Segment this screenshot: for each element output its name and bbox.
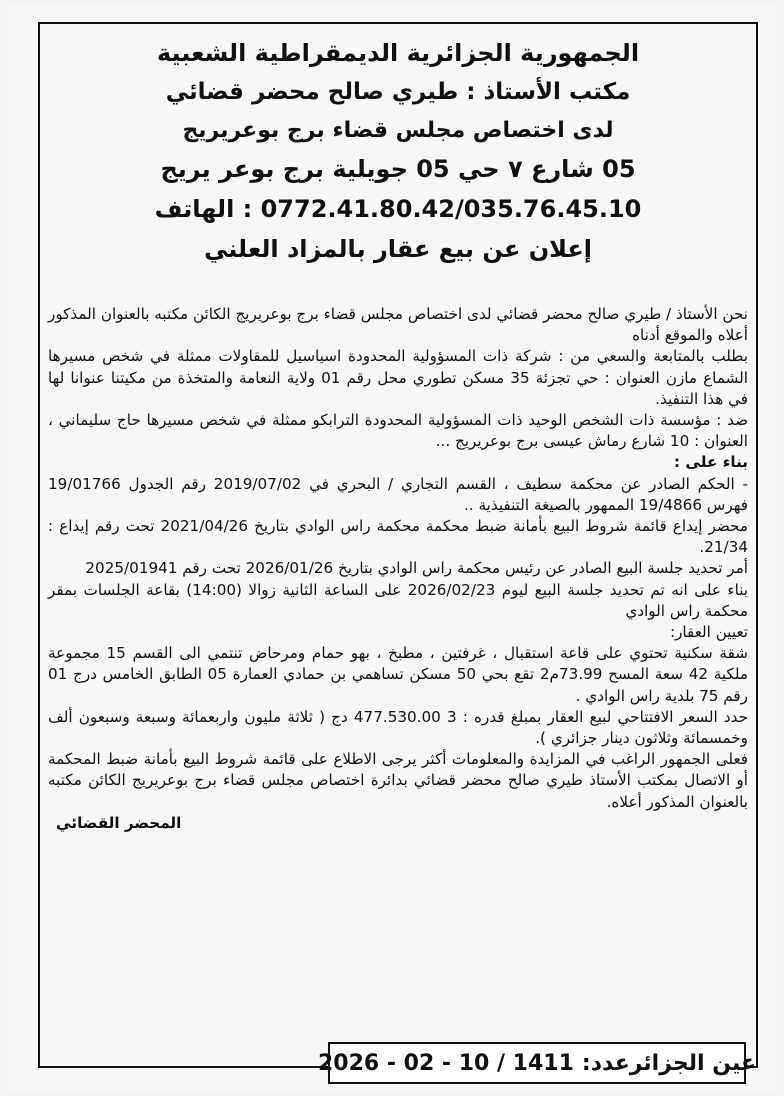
public-notice-paragraph: فعلى الجمهور الراغب في المزايدة والمعلومات أكثر يرجى الاطلاع على قائمة شروط البيع بأمانة ضبط المحكمة أو الاتصال بمكتب الأستاذ طيري صالح محضر قضائي بدائرة اختصاص مجلس قضاء برج بوعريريج الكائن مكتبه بالعنوان المذكور أعلاه. [48,750,748,811]
bailiff-signature: المحضر القضائي [56,813,182,832]
notice-title: إعلان عن بيع عقار بالمزاد العلني [203,235,593,264]
republic-title: الجمهورية الجزائرية الديمقراطية الشعبية [156,39,640,67]
deposit-paragraph: محضر إيداع قائمة شروط البيع بأمانة ضبط محكمة محكمة راس الوادي بتاريخ 2021/04/26 تحت رقم إيداع : 21/34. [48,517,748,557]
issue-footer [317,1042,757,1084]
property-heading: تعيين العقار: [669,623,748,642]
issue-label: عين الجزائرعدد: [581,1050,757,1076]
issue-number: 2026 - 02 - 10 / 1411 [317,1050,574,1076]
notice-body [48,304,748,834]
judgment-paragraph: - الحكم الصادر عن محكمة سطيف ، القسم التجاري / البحري في 2019/07/02 رقم الجدول 19/01766 فهرس 19/4866 الممهور بالصيغة التنفيذية .. [48,474,748,514]
based-on-heading: بناء على : [674,453,748,472]
jurisdiction-line: لدى اختصاص مجلس قضاء برج بوعريريج [182,117,614,143]
office-name: مكتب الأستاذ : طيري صالح محضر قضائي [165,79,631,105]
property-paragraph: شقة سكنية تحتوي على قاعة استقبال ، غرفتين ، مطبخ ، بهو حمام ومرحاض تنتمي الى القسم 15 مجموعة ملكية 42 سعة المسح 73.99م2 تقع بحي 50 مسكن تساهمي بن حمادي العمارة 05 الطابق الخامس درج 01 رقم 75 بلدية راس الوادي . [48,644,748,705]
office-phone: 0772.41.80.42/035.76.45.10 : الهاتف [154,195,642,224]
order-paragraph: أمر تحديد جلسة البيع الصادر عن رئيس محكمة راس الوادي بتاريخ 2026/01/26 تحت رقم 2025/01941 [85,559,748,578]
notice-frame [38,22,758,1068]
session-paragraph: بناء على انه تم تحديد جلسة البيع ليوم 2026/02/23 على الساعة الثانية زوالا (14:00) بقاعة الجلسات بمقر محكمة راس الوادي [48,580,749,620]
against-paragraph: ضد : مؤسسة ذات الشخص الوحيد ذات المسؤولية المحدودة الترابكو ممثلة في شخص مسيرها حاج سليماني ، العنوان : 10 شارع رماش عيسى برج بوعريريج ... [48,411,748,451]
intro-paragraph: نحن الأستاذ / طيري صالح محضر قضائي لدى اختصاص مجلس قضاء برج بوعريريج الكائن مكتبه بالعنوان المذكور أعلاه والموقع أدناه [48,305,748,345]
newspaper-clipping [8,6,776,1090]
price-paragraph: حدد السعر الافتتاحي لبيع العقار بمبلغ قدره : 3 477.530.00 دج ( ثلاثة مليون واربعمائة وسبعة وسبعون ألف وخمسمائة وثلاثون دينار جزائري ). [48,707,748,748]
requester-paragraph: بطلب بالمتابعة والسعي من : شركة ذات المسؤولية المحدودة اسياسيل للمقاولات ممثلة في شخص مسيرها الشماع مازن العنوان : حي تجزئة 35 مسكن تطوري محل رقم 01 ولاية النعامة والمتخذة من مكيتنا عنوانا لها في هذا التنفيذ. [48,347,748,408]
office-address: 05 شارع ٧ حي 05 جويلية برج بوعر يريج [160,155,636,184]
notice-header [40,38,756,264]
